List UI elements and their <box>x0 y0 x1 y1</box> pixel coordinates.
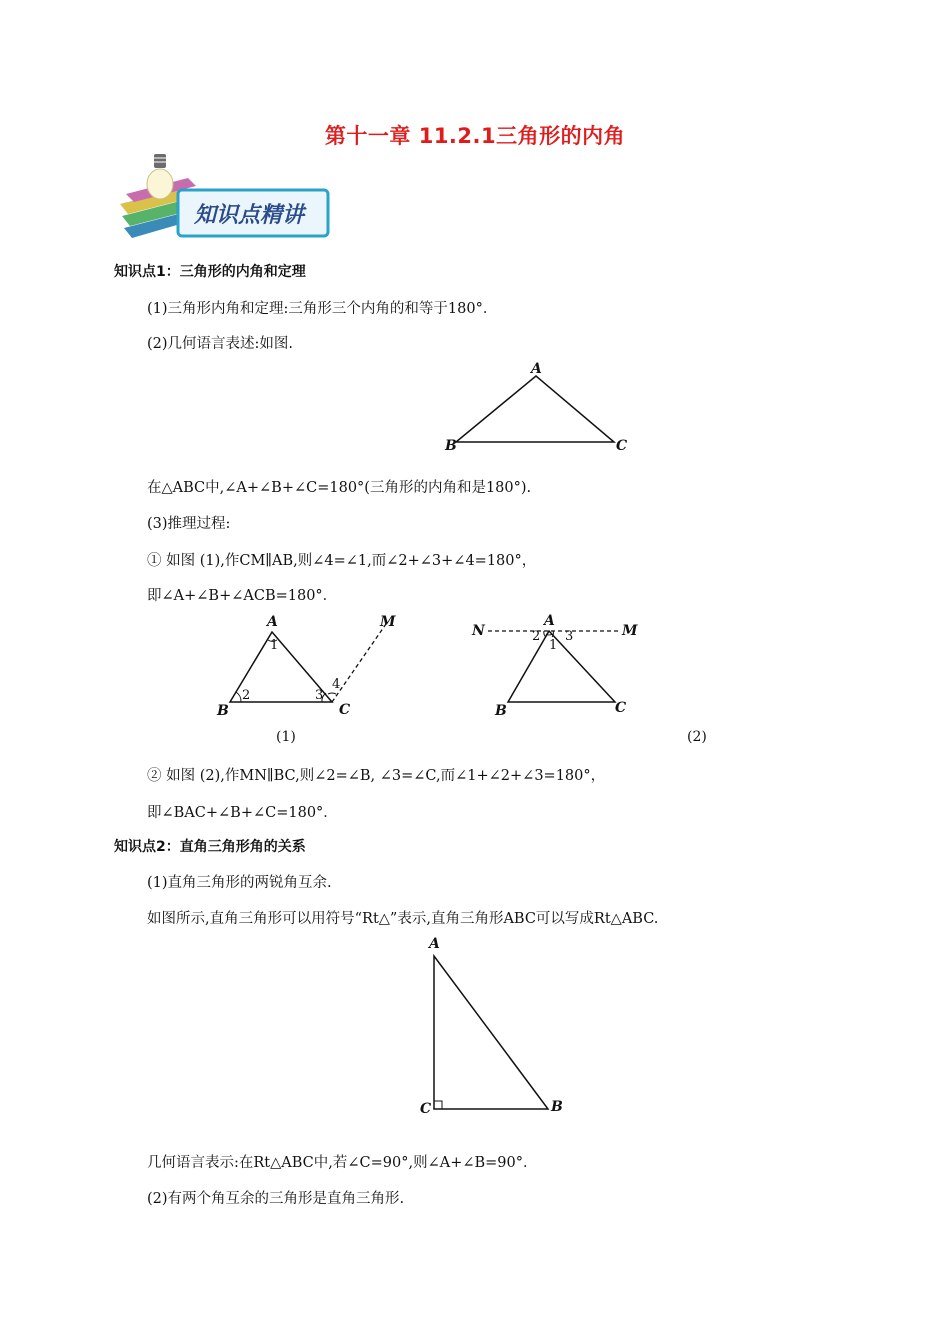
section-heading: 知识点2：直角三角形角的关系 <box>114 839 306 855</box>
vertex-label-a: A <box>429 936 440 952</box>
angle-label-3: 3 <box>565 629 574 644</box>
vertex-label-a: A <box>544 613 555 629</box>
vertex-label-b: B <box>445 438 457 454</box>
section-heading: 知识点1：三角形的内角和定理 <box>114 264 306 280</box>
vertex-label-a: A <box>267 614 278 630</box>
vertex-label-m: M <box>380 614 396 630</box>
vertex-label-c: C <box>615 700 627 716</box>
vertex-label-c: C <box>339 702 351 718</box>
vertex-label-b: B <box>217 703 229 719</box>
vertex-label-a: A <box>531 361 542 377</box>
angle-label-3: 3 <box>315 688 324 703</box>
text-line: ① 如图 (1),作CM∥AB,则∠4=∠1,而∠2+∠3+∠4=180°， <box>147 553 537 569</box>
vertex-label-c: C <box>420 1101 432 1117</box>
page-title: 第十一章 11.2.1三角形的内角 <box>324 124 626 148</box>
vertex-label-n: N <box>472 623 485 639</box>
figure-caption: (1) <box>276 729 296 745</box>
angle-label-4: 4 <box>332 677 341 692</box>
text-line: (2)几何语言表述:如图. <box>147 336 294 352</box>
text-line: 如图所示,直角三角形可以用符号“Rt△”表示,直角三角形ABC可以写成Rt△ABC. <box>147 911 659 927</box>
text-line: (3)推理过程: <box>147 516 231 532</box>
vertex-label-b: B <box>551 1099 563 1115</box>
text-line: 即∠A+∠B+∠ACB=180°． <box>147 588 338 604</box>
right-triangle-figure <box>420 940 580 1120</box>
text-line: 在△ABC中,∠A+∠B+∠C=180°(三角形的内角和是180°). <box>147 480 532 496</box>
vertex-label-m: M <box>622 623 638 639</box>
knowledge-banner <box>116 150 338 242</box>
text-line: (1)直角三角形的两锐角互余. <box>147 875 332 891</box>
text-line: 几何语言表示:在Rt△ABC中,若∠C=90°,则∠A+∠B=90°． <box>147 1155 538 1171</box>
vertex-label-b: B <box>495 703 507 719</box>
text-line: 即∠BAC+∠B+∠C=180°． <box>147 805 338 821</box>
vertex-label-c: C <box>616 438 628 454</box>
banner-label: 知识点精讲 <box>194 203 305 228</box>
angle-label-1: 1 <box>270 638 279 653</box>
text-line: ② 如图 (2),作MN∥BC,则∠2=∠B, ∠3=∠C,而∠1+∠2+∠3=180°， <box>147 768 606 784</box>
angle-label-2: 2 <box>532 629 541 644</box>
text-line: (2)有两个角互余的三角形是直角三角形. <box>147 1191 405 1207</box>
text-line: (1)三角形内角和定理:三角形三个内角的和等于180°． <box>147 301 498 317</box>
angle-label-1: 1 <box>549 638 558 653</box>
figure-caption: (2) <box>687 729 707 745</box>
angle-label-2: 2 <box>242 688 251 703</box>
